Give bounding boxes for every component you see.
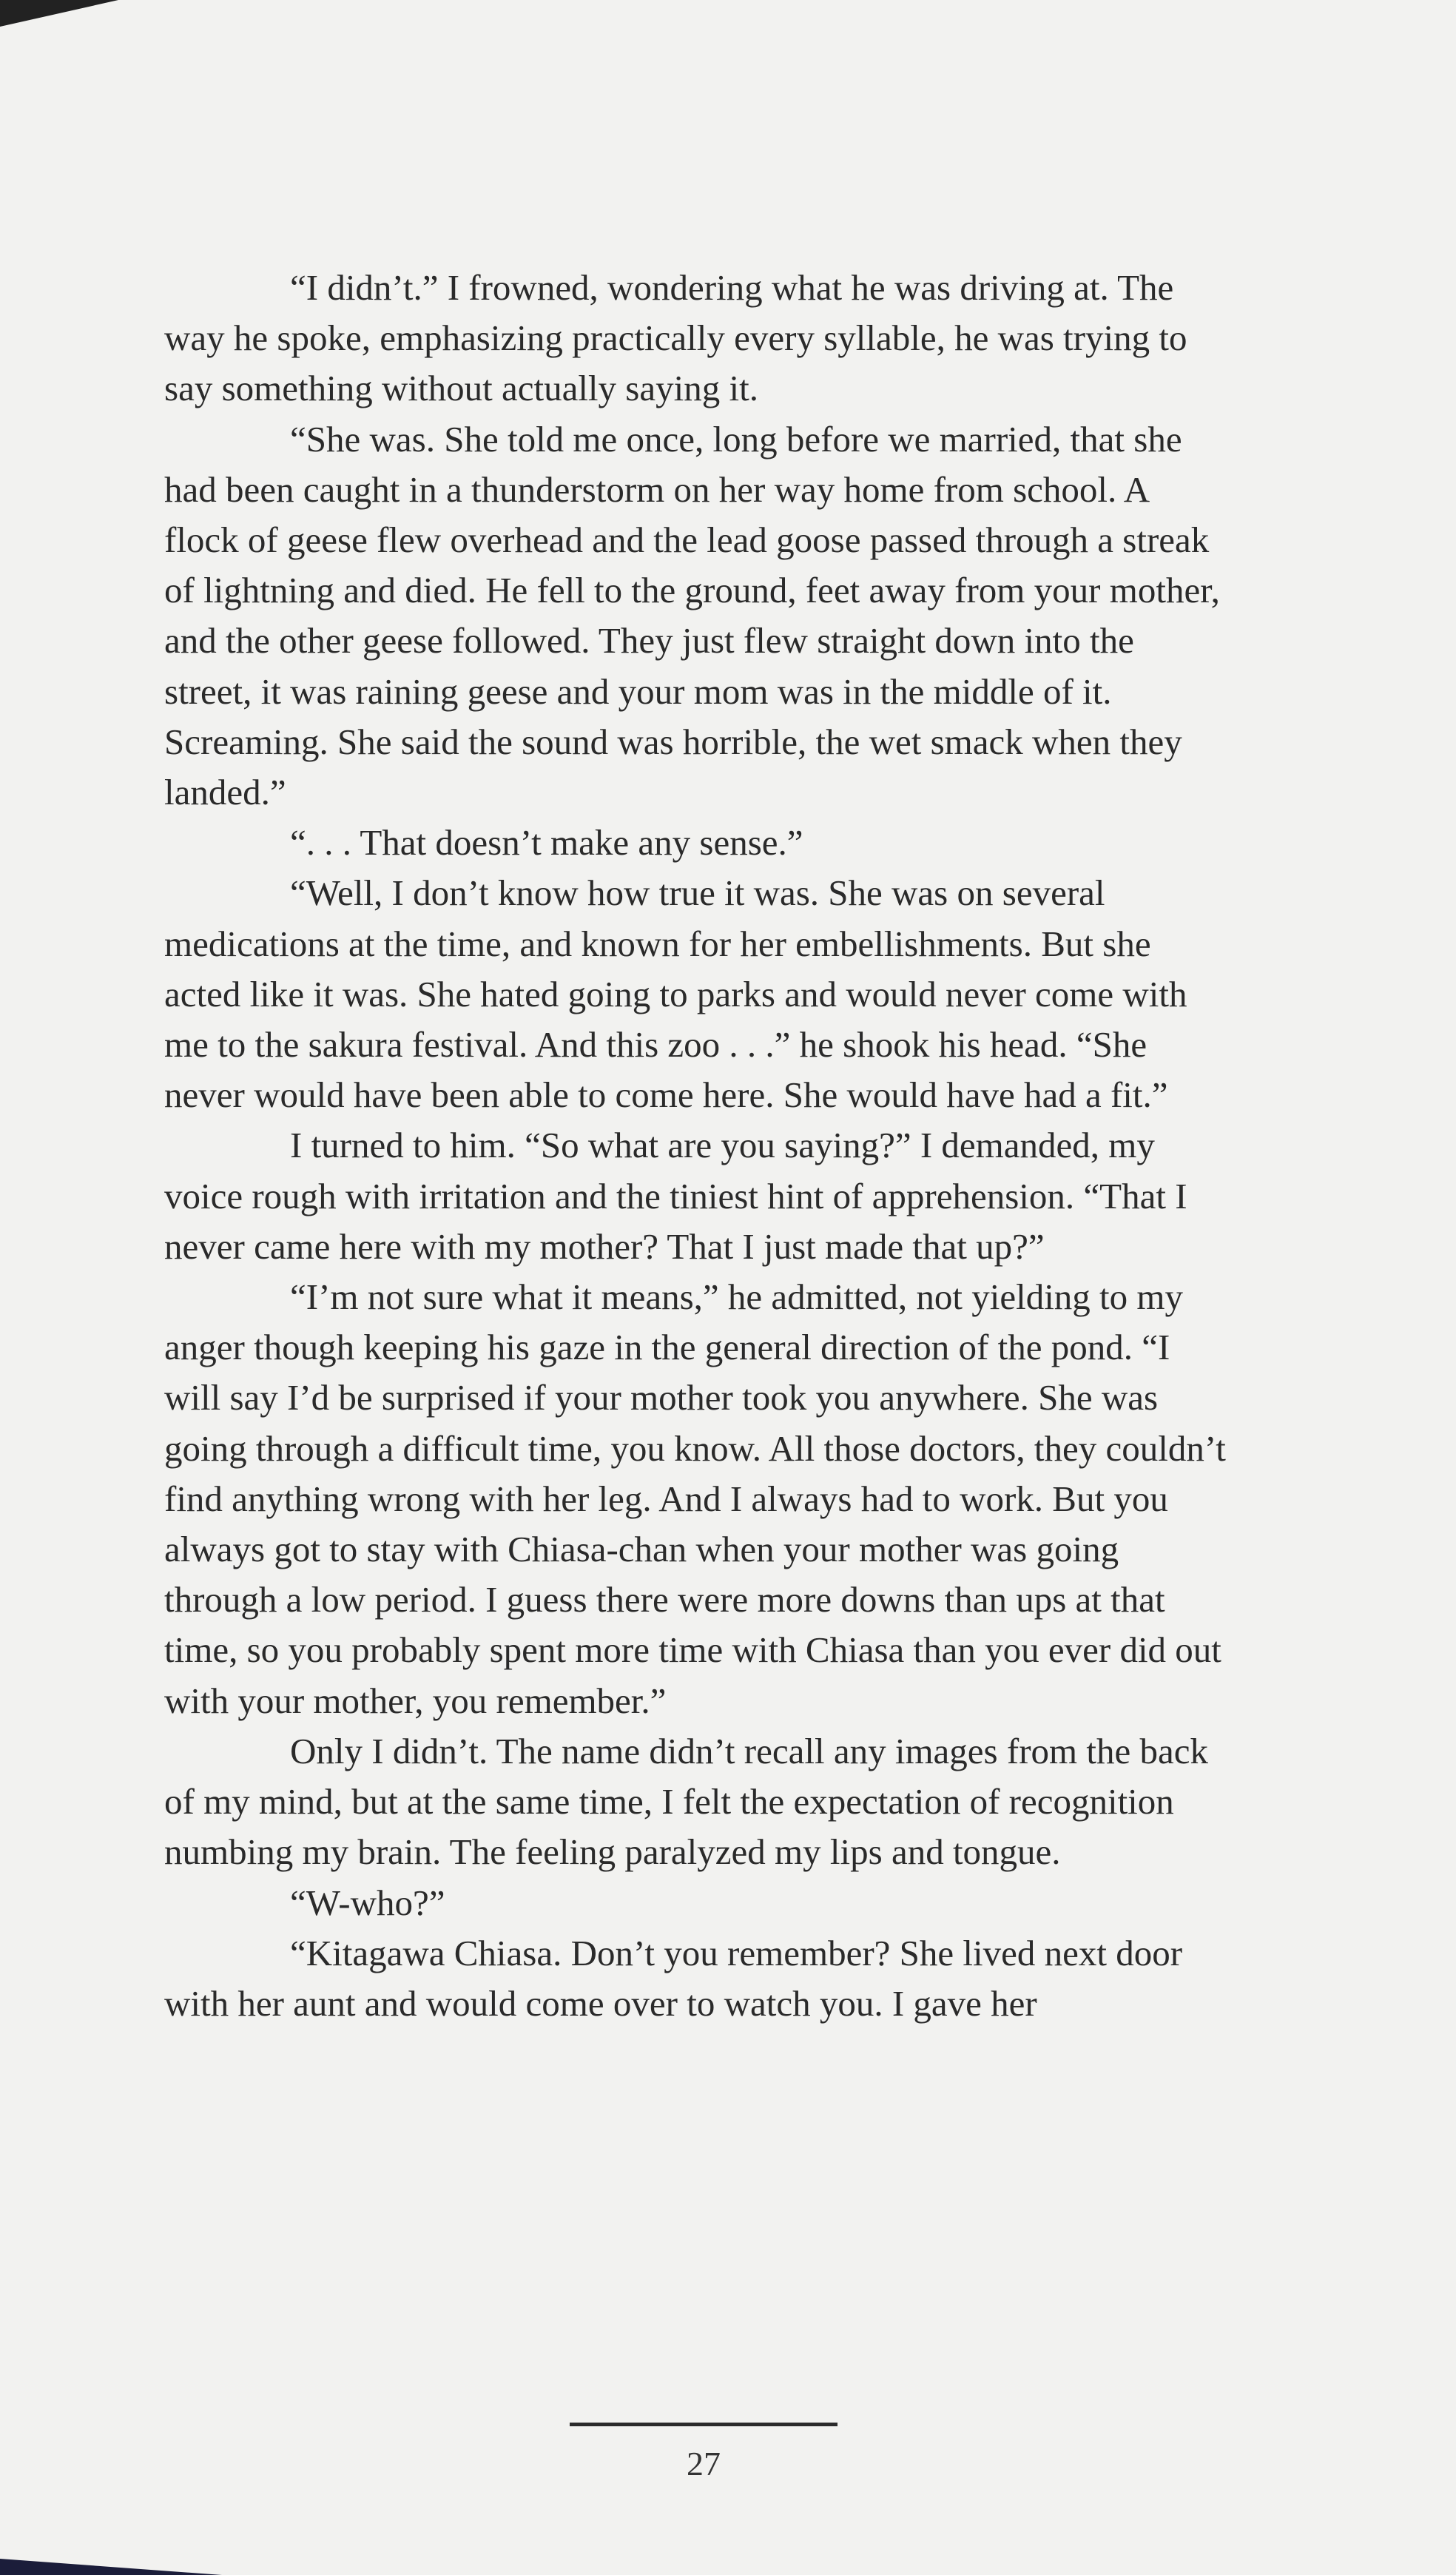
book-page-text <box>164 263 1230 2029</box>
page-number: 27 <box>687 2445 721 2483</box>
page-corner-shadow <box>0 0 118 27</box>
paragraph-4: “Well, I don’t know how true it was. She was on several medications at the time, and known for her embellishments. But she acted like it was. She hated going to parks and would never come with me to the sakura festival. And this zoo . . .” he shook his head. “She never would have been able to come here. She would have had a fit.” <box>164 872 1187 1116</box>
paragraph-8: “W-who?” <box>290 1882 445 1923</box>
book-edge-shadow <box>0 2559 222 2575</box>
paragraph-9: “Kitagawa Chiasa. Don’t you remember? She lived next door with her aunt and would come over to watch you. I gave her <box>164 1932 1183 2024</box>
paragraph-5: I turned to him. “So what are you saying?” I demanded, my voice rough with irritation and the tiniest hint of apprehension. “That I never came here with my mother? That I just made that up?” <box>164 1125 1187 1267</box>
paragraph-3: “. . . That doesn’t make any sense.” <box>290 822 803 864</box>
paragraph-2: “She was. She told me once, long before we married, that she had been caught in a thunderstorm on her way home from school. A flock of geese flew overhead and the lead goose passed through a streak of lightning and died. He fell to the ground, feet away from your mother, and the other geese followed. They just flew straight down into the street, it was raining geese and your mom was in the middle of it. Screaming. She said the sound was horrible, the wet smack when they landed.” <box>164 418 1220 813</box>
footer-rule <box>570 2423 837 2426</box>
paragraph-1: “I didn’t.” I frowned, wondering what he was driving at. The way he spoke, emphasizing practically every syllable, he was trying to say something without actually saying it. <box>164 267 1187 409</box>
paragraph-7: Only I didn’t. The name didn’t recall any images from the back of my mind, but at the same time, I felt the expectation of recognition numbing my brain. The feeling paralyzed my lips and tongue. <box>164 1730 1208 1873</box>
paragraph-6: “I’m not sure what it means,” he admitted, not yielding to my anger though keeping his gaze in the general direction of the pond. “I will say I’d be surprised if your mother took you anywhere. She was going through a difficult time, you know. All those doctors, they couldn’t find anything wrong with her leg. And I always had to work. But you always got to stay with Chiasa-chan when your mother was going through a low period. I guess there were more downs than ups at that time, so you probably spent more time with Chiasa than you ever did out with your mother, you remember.” <box>164 1276 1226 1721</box>
